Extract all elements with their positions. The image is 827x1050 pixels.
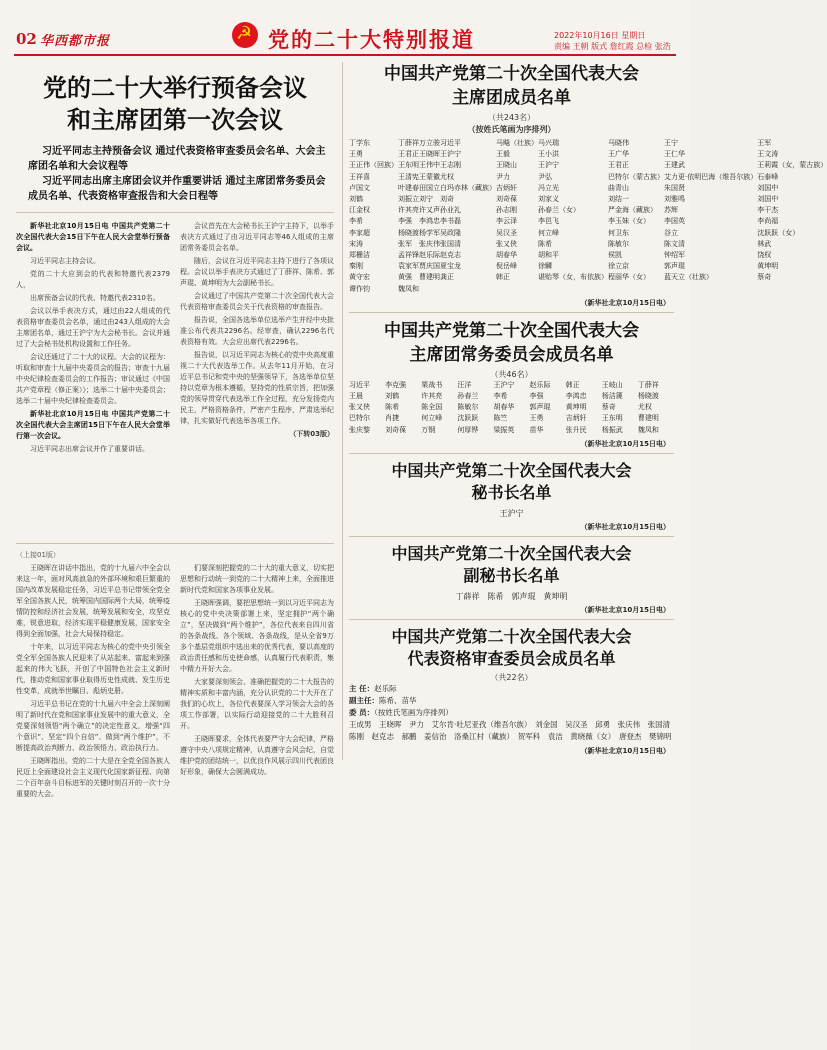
member-name: 石泰峰 (757, 172, 779, 181)
member-name: 许其亮 (421, 392, 443, 401)
member-name: 李鸿忠 (419, 217, 440, 226)
member-name: 魏凤和 (398, 284, 419, 293)
member-name: 陈敏尔 (608, 239, 629, 248)
paragraph: 随后，会议在习近平同志主持下进行了各项议程。会议以举手表决方式通过了丁薛祥、陈希、郭声琨、黄坤明为大会副秘书长。 (180, 257, 334, 287)
paragraph: 报告说，全国各选举单位选举产生并经中央批准公布代表共2296名。经审查，确认2296名代表资格有效。大会应出席代表2296名。 (180, 316, 334, 346)
member-name: 叶建春 (398, 183, 419, 192)
continued-article (16, 543, 334, 802)
member-name: 沈跃跃 (457, 414, 479, 423)
presidium-title-line1: 中国共产党第二十次全国代表大会 (384, 64, 639, 84)
member-name: 王岐山 (601, 380, 623, 389)
member-name: 孙春兰 (457, 392, 479, 401)
presidium-section (349, 62, 827, 308)
member-name: 万立骏 (419, 139, 440, 147)
member-name: 李干杰 (757, 206, 779, 215)
lead-body-col1 (16, 221, 170, 457)
editors-line: 责编 王朝 版式 詹红霞 总检 张浩 (554, 42, 671, 51)
member-name: 王仁华 (664, 150, 685, 159)
member-name: 张庆伟 (419, 239, 440, 248)
member-name: 沈跃跃（女） (757, 228, 800, 237)
member-name: 习近平 (349, 380, 370, 389)
member-name: 韩正 (496, 273, 510, 282)
member-name: 王伟中 (419, 161, 440, 170)
member-name: 刘家义 (538, 195, 559, 204)
credentials-chair (349, 683, 674, 695)
member-name: 徐立京 (608, 262, 629, 271)
member-name: 刘奇葆 (496, 195, 517, 204)
member-name: 王军 (757, 139, 772, 147)
paragraph: 王晓晖指出，党的二十大是在全党全国各族人民迈上全面建设社会主义现代化国家新征程、向第二个百年奋斗目标进军的关键时刻召开的一次十分重要的大会。 (16, 757, 170, 798)
member-name: 李玉妹（女） (608, 217, 650, 226)
member-name: 王宁 (664, 139, 678, 147)
member-name: 杨振武 (601, 425, 623, 434)
credentials-members (349, 707, 674, 719)
member-name: 王志刚 (440, 161, 461, 170)
member-name: 李希 (493, 392, 508, 401)
member-name: 谷立 (664, 228, 678, 237)
member-name: 贾庆国 (419, 262, 440, 271)
member-name: 王晓山 (496, 161, 517, 170)
member-name: 刘宁 (419, 195, 433, 204)
member-name: 苗华 (529, 425, 544, 434)
member-name: 张庆黎 (349, 425, 370, 434)
member-name: 韩正 (565, 380, 580, 389)
member-name: 刘奇葆 (385, 425, 407, 434)
member-name: 尤权 (440, 172, 454, 181)
member-name: 李云泽 (496, 217, 517, 226)
member-name: 王晓晖 (419, 150, 440, 159)
member-name: 胡春华 (496, 251, 517, 260)
party-emblem-icon (232, 22, 258, 48)
member-name: 王广华 (608, 150, 629, 159)
member-name: 李书磊 (440, 217, 461, 226)
deputy-title-line2: 副秘书长名单 (463, 565, 560, 585)
member-name: 赵乐际 (529, 380, 551, 389)
member-name: 卢国文 (349, 183, 370, 192)
member-name: 王沪宁 (440, 150, 461, 159)
member-name: 张又侠 (349, 403, 370, 412)
member-name: 艾力更·依明巴海（维吾尔族） (664, 172, 758, 181)
member-name: 吉炳轩 (565, 414, 587, 423)
deputy-secretary-section (349, 543, 674, 615)
member-name: 梁振英 (493, 425, 515, 434)
member-name: 程丽华（女） (608, 273, 650, 282)
member-name: 蓝天立（壮族） (664, 273, 713, 282)
member-name: 王蒙徽 (419, 172, 440, 181)
member-name: 巴特尔 (349, 414, 370, 423)
member-name: 谭作钧 (349, 284, 370, 293)
member-name: 饶权 (757, 251, 772, 260)
member-name: 黄强 (398, 273, 412, 282)
member-name: 孙春兰（女） (538, 206, 580, 215)
paragraph: 十年来，以习近平同志为核心的党中央引领全党全军全国各族人民迎来了从站起来、富起来到强起来的伟大飞跃，开创了中国特色社会主义新时代，推动党和国家事业取得历史性成就、发生历史性变革，成就举世瞩目、彪炳史册。 (16, 643, 170, 695)
member-name: 何卫东 (608, 228, 629, 237)
standing-title-line2: 主席团常务委员会成员名单 (409, 344, 614, 365)
member-name: 蔡奇 (757, 273, 772, 282)
member-name: 万钢 (421, 425, 436, 434)
member-name: 王文涛 (757, 150, 779, 159)
member-name: 倪岳峰 (496, 262, 517, 271)
member-name: 王沪宁 (493, 380, 515, 389)
member-name: 徐麟 (538, 262, 552, 271)
secretary-source: （新华社北京10月15日电） (580, 522, 670, 531)
paragraph: 习近平同志出席会议并作了重要讲话。 (30, 445, 149, 453)
member-name: 杨学军 (419, 228, 440, 237)
presidium-name-grid (349, 138, 827, 295)
member-name: 李尚福 (757, 217, 779, 226)
member-name: 王勇 (529, 414, 544, 423)
page-header (0, 0, 690, 54)
member-name: 孙志刚 (496, 206, 517, 215)
credentials-count: （共22名） (490, 672, 533, 682)
member-name: 巴特尔（蒙古族） (608, 172, 664, 181)
divider (349, 453, 674, 454)
lead-body (16, 221, 334, 457)
member-name: 杨洁篪 (601, 392, 623, 401)
deputy-secretary-title (349, 543, 674, 587)
member-name: 黄坤明 (565, 403, 587, 412)
member-name: 张国清 (440, 239, 461, 248)
lead-headline (16, 62, 334, 140)
member-order-note: （按姓氏笔画为序排列） (374, 707, 453, 717)
member-name: 习近平 (440, 139, 461, 147)
member-name: 马晓伟 (608, 139, 629, 147)
member-name: 何厚铧 (457, 425, 479, 434)
member-name: 王小洪 (538, 150, 559, 159)
paragraph: 报告说，以习近平同志为核心的党中央高度重视二十大代表选举工作。从去年11月开始，在习近平总书记和党中央的坚强领导下，各选举单位坚持以党章为根本遵循，坚持党的性质宗旨，把加强党的领导贯穿代表选举工作全过程，充分发扬党内民主，严格资格条件，严密产生程序，严肃选举纪律，扎实做好代表选举各项工作。 (180, 351, 334, 425)
member-name: 冯立光 (538, 183, 559, 192)
member-name: 郑栅洁 (349, 251, 370, 260)
paragraph: 王晓晖强调，要把思想统一到以习近平同志为核心的党中央决策部署上来，坚定拥护“两个确立”，坚决做到“两个维护”，各位代表来自四川省的各条战线、各个领域、各条战线，是从全省9万多个基层党组织中选出来的优秀代表，要以高度的政治责任感和历史使命感，认真履行代表职责，集中精力开好大会。 (180, 599, 334, 673)
member-name: 赵乐际 (419, 251, 440, 260)
standing-committee-section (349, 319, 674, 449)
member-name: 李国英 (664, 217, 685, 226)
divider (16, 212, 334, 213)
member-name: 王东明 (601, 414, 623, 423)
member-name: 刘鹤 (349, 195, 363, 204)
standing-source: （新华社北京10月15日电） (580, 439, 670, 448)
paragraph: 习近平总书记在党的十九届六中全会上深刻阐明了新时代在党和国家事业发展中的重大意义，全党要深刻领悟“两个确立”的决定性意义，增强“四个意识”、坚定“四个自信”、做到“两个维护”，不断提高政治判断力、政治领悟力、政治执行力。 (16, 700, 170, 752)
member-label: 委 员： (349, 707, 375, 717)
vice-label: 副主任： (349, 695, 379, 705)
paragraph: 新华社北京10月15日电 中国共产党第二十次全国代表大会15日下午在人民大会堂举行预备会议。 (16, 222, 170, 252)
chair-label: 主 任： (349, 683, 375, 693)
member-name: 吉炳轩 (496, 183, 517, 192)
lead-subheads (28, 144, 334, 204)
member-name: 秦刚 (349, 262, 363, 271)
member-name: 郭声琨 (664, 262, 685, 271)
member-name: 陈竺 (493, 414, 508, 423)
member-name: 王君正 (608, 161, 629, 170)
member-name: 曹建明 (419, 273, 440, 282)
header-meta (554, 30, 672, 52)
member-name: 张升民 (565, 425, 587, 434)
paragraph: 习近平同志主持会议。 (30, 257, 100, 265)
member-name: 汪洋 (457, 380, 472, 389)
paragraph: 会议还通过了二十大的议程。大会的议程为：听取和审查十九届中央委员会的报告；审查十九届中央纪律检查委员会的工作报告；审议通过《中国共产党章程（修正案）》；选举二十届中央委员会；选举二十届中央纪律检查委员会。 (16, 353, 170, 405)
special-report-title: 党的二十大特别报道 (268, 28, 475, 52)
member-name: 朱国贤 (664, 183, 685, 192)
member-name: 陈希 (538, 239, 552, 248)
chair-name: 赵乐际 (374, 683, 397, 693)
vice-names: 陈希、苗华 (379, 695, 417, 705)
member-name: 张军 (398, 239, 412, 248)
member-name: 王沪宁 (538, 161, 559, 170)
secretary-title-line2: 秘书长名单 (471, 482, 552, 502)
paragraph: 出席预备会议的代表、特邀代表2310名。 (30, 294, 160, 302)
member-name: 王东明 (398, 161, 419, 170)
secretary-general-title (349, 460, 674, 504)
member-name: 胡和平 (538, 251, 559, 260)
divider (349, 536, 674, 537)
standing-count: （共46名） (490, 369, 533, 379)
member-name: 刘国中 (757, 195, 779, 204)
member-name: 刘奇 (440, 195, 454, 204)
page-number: 02 (16, 30, 37, 48)
member-name: 黄坤明 (757, 262, 779, 271)
member-name: 王莉霞（女，蒙古族） (757, 161, 827, 170)
member-name: 龚正 (440, 273, 454, 282)
member-name: 魏凤和 (637, 425, 659, 434)
secretary-general-section (349, 460, 674, 532)
member-name: 白玛赤林（藏族） (440, 183, 496, 192)
member-name: 陈文清 (664, 239, 685, 248)
continued-col1 (16, 563, 170, 802)
paragraph: 会议首先在大会秘书长王沪宁主持下，以举手表决方式通过了由习近平同志等46人组成的主席团常务委员会名单。 (180, 222, 334, 252)
member-name: 王勇 (349, 150, 363, 159)
member-name: 谌贻琴（女，布依族） (538, 273, 608, 282)
paragraph: 王晓晖在讲话中指出，党的十九届六中全会以来这一年，面对风高浪急的外部环境和艰巨繁重的国内改革发展稳定任务，习近平总书记带领全党全军全国各族人民，统筹国内国际两个大局，统筹疫情防控和经济社会发展，统筹发展和安全，攻坚克难，锐意进取，经济实现平稳健康发展，国家安全得到全面加强，社会大局保持稳定。 (16, 564, 170, 638)
standing-title (349, 319, 674, 367)
deputy-secretary-names: 丁薛祥 陈希 郭声琨 黄坤明 (455, 591, 568, 601)
paper-name: 华西都市报 (40, 34, 111, 49)
member-name: 李鸿忠 (565, 392, 587, 401)
credentials-member-names: 王成男 王晓晖 尹力 艾尔肯·吐尼亚孜（维吾尔族） 刘金国 吴汉圣 邱勇 张庆伟 张国清 陈刚 赵克志 郝鹏 姜信治 洛桑江村（藏族） 贺军科 袁洁 黄晓薇（女） 唐登杰 樊锦明 (349, 719, 678, 741)
continued-col2 (180, 563, 334, 802)
member-name: 刘国中 (757, 183, 779, 192)
lead-article (16, 62, 334, 457)
member-name: 钟绍军 (664, 251, 685, 260)
presidium-source: （新华社北京10月15日电） (580, 298, 670, 307)
member-name: 王清宪 (398, 172, 419, 181)
secretary-title-line1: 中国共产党第二十次全国代表大会 (391, 460, 632, 480)
standing-name-grid (349, 380, 674, 436)
member-name: 李家超 (349, 228, 370, 237)
member-name: 尹力 (496, 172, 510, 181)
member-name: 李邑飞 (538, 217, 559, 226)
presidium-count: （共243名） (487, 113, 536, 122)
paragraph: 大家要深刻领会、准确把握党的二十大报告的精神实质和丰富内涵，充分认识党的二十大开在了我们的心坎上，各位代表要深入学习领会大会的各项工作部署，以实际行动迎接党的二十大胜利召开。 (180, 678, 334, 730)
paragraph: 王晓晖要求，全体代表要严守大会纪律，严格遵守中央八项规定精神，认真遵守会风会纪，自觉维护党的团结统一，以优良作风展示四川代表团良好形象，确保大会圆满成功。 (180, 735, 334, 776)
continued-body (16, 563, 334, 802)
paragraph: 会议以举手表决方式，通过由22人组成的代表资格审查委员会名单，通过由243人组成的大会主席团名单，通过王沪宁为大会秘书长。会议并通过了大会秘书处机构设置和工作任务。 (16, 307, 170, 348)
credentials-vice (349, 695, 674, 707)
presidium-title-line2: 主席团成员名单 (452, 88, 571, 108)
member-name: 吴汉圣 (496, 228, 517, 237)
credentials-title-line2: 代表资格审查委员会成员名单 (407, 648, 616, 668)
member-name: 杨晓渡 (398, 228, 419, 237)
member-name: 宋涛 (349, 239, 363, 248)
member-name: 丁学东 (349, 139, 370, 147)
member-name: 王君正 (398, 150, 419, 159)
header-divider (14, 54, 676, 56)
member-name: 王建武 (664, 161, 685, 170)
member-name: 曹建明 (637, 414, 659, 423)
member-name: 苏辉 (664, 206, 678, 215)
member-name: 侯凯 (608, 251, 622, 260)
member-name: 李希 (349, 217, 363, 226)
member-name: 陈敏尔 (457, 403, 479, 412)
lead-subhead-1: 习近平同志主持预备会议 通过代表资格审查委员会名单、大会主席团名单和大会议程等 (28, 146, 326, 172)
member-name: 江金权 (349, 206, 370, 215)
credentials-title-line1: 中国共产党第二十次全国代表大会 (391, 626, 632, 646)
member-name: 孙业礼 (440, 206, 461, 215)
member-name: 王晨 (349, 392, 363, 401)
member-name: 田国立 (419, 183, 440, 192)
member-name: 袁家军 (398, 262, 419, 271)
member-name: 刘雅鸣 (664, 195, 685, 204)
paragraph: 会议通过了中国共产党第二十次全国代表大会代表资格审查委员会关于代表资格的审查报告。 (180, 292, 334, 311)
member-name: 马兴瑞 (538, 139, 559, 147)
member-name: 许其亮 (398, 206, 419, 215)
continued-label: （下转03版） (289, 430, 334, 438)
presidium-title (349, 62, 674, 110)
divider (349, 312, 674, 313)
member-name: 栗战书 (421, 380, 443, 389)
secretary-general-name: 王沪宁 (499, 508, 524, 518)
credentials-source: （新华社北京10月15日电） (580, 746, 670, 755)
member-name: 李强 (529, 392, 544, 401)
member-name: 丁薛祥 (637, 380, 659, 389)
member-name: 马飚（壮族） (496, 139, 538, 147)
lead-headline-line2: 和主席团第一次会议 (67, 106, 283, 134)
member-name: 胡春华 (493, 403, 515, 412)
member-name: 夏宝龙 (440, 262, 461, 271)
member-name: 李强 (398, 217, 412, 226)
member-name: 刘结一 (608, 195, 629, 204)
presidium-order-note: （按姓氏笔画为序排列） (467, 125, 556, 134)
member-name: 刘鹤 (385, 392, 400, 401)
member-name: 黄守宏 (349, 273, 370, 282)
member-name: 孟祥锋 (398, 251, 419, 260)
deputy-source: （新华社北京10月15日电） (580, 605, 670, 614)
member-name: 肖捷 (385, 414, 400, 423)
paragraph: 党的二十大应到会的代表和特邀代表2379人， (16, 270, 170, 289)
member-name: 何立峰 (421, 414, 443, 423)
lead-body-col2 (180, 221, 334, 457)
credentials-committee-section (349, 626, 678, 756)
member-name: 严金海（藏族） (608, 206, 657, 215)
member-name: 林武 (757, 239, 772, 248)
member-name: 刘振立 (398, 195, 419, 204)
divider (349, 619, 674, 620)
member-name: 李克强 (385, 380, 407, 389)
member-name: 尹弘 (538, 172, 552, 181)
member-name: 王祥喜 (349, 172, 370, 181)
member-name: 陈全国 (421, 403, 443, 412)
member-name: 曲青山 (608, 183, 629, 192)
member-name: 何立峰 (538, 228, 559, 237)
member-name: 王正伟（回族） (349, 161, 398, 170)
standing-title-line1: 中国共产党第二十次全国代表大会 (384, 320, 639, 341)
member-name: 吴政隆 (440, 228, 461, 237)
name-lists (342, 62, 827, 760)
member-name: 王毅 (496, 150, 510, 159)
member-name: 蔡奇 (601, 403, 616, 412)
member-name: 赵克志 (440, 251, 461, 260)
member-name: 尤权 (637, 403, 652, 412)
paragraph: 新华社北京10月15日电 中国共产党第二十次全国代表大会主席团15日下午在人民大会堂举行第一次会议。 (16, 410, 170, 440)
continued-from-note: （上接01版） (16, 551, 60, 559)
member-name: 郭声琨 (529, 403, 551, 412)
lead-headline-line1: 党的二十大举行预备会议 (43, 74, 307, 102)
member-name: 陈希 (385, 403, 400, 412)
date-line: 2022年10月16日 星期日 (554, 31, 646, 40)
lead-subhead-2: 习近平同志出席主席团会议并作重要讲话 通过主席团常务委员会成员名单、代表资格审查报告和大会日程等 (28, 176, 326, 202)
member-name: 杨晓渡 (637, 392, 659, 401)
deputy-title-line1: 中国共产党第二十次全国代表大会 (391, 543, 632, 563)
paragraph: 们要深刻把握党的二十大的重大意义，切实把思想和行动统一到党的二十大精神上来，全面推进新时代党和国家各项事业发展。 (180, 564, 334, 594)
member-name: 丁薛祥 (398, 139, 419, 147)
credentials-title (349, 626, 674, 670)
member-name: 张又侠 (496, 239, 517, 248)
member-name: 许又声 (419, 206, 440, 215)
